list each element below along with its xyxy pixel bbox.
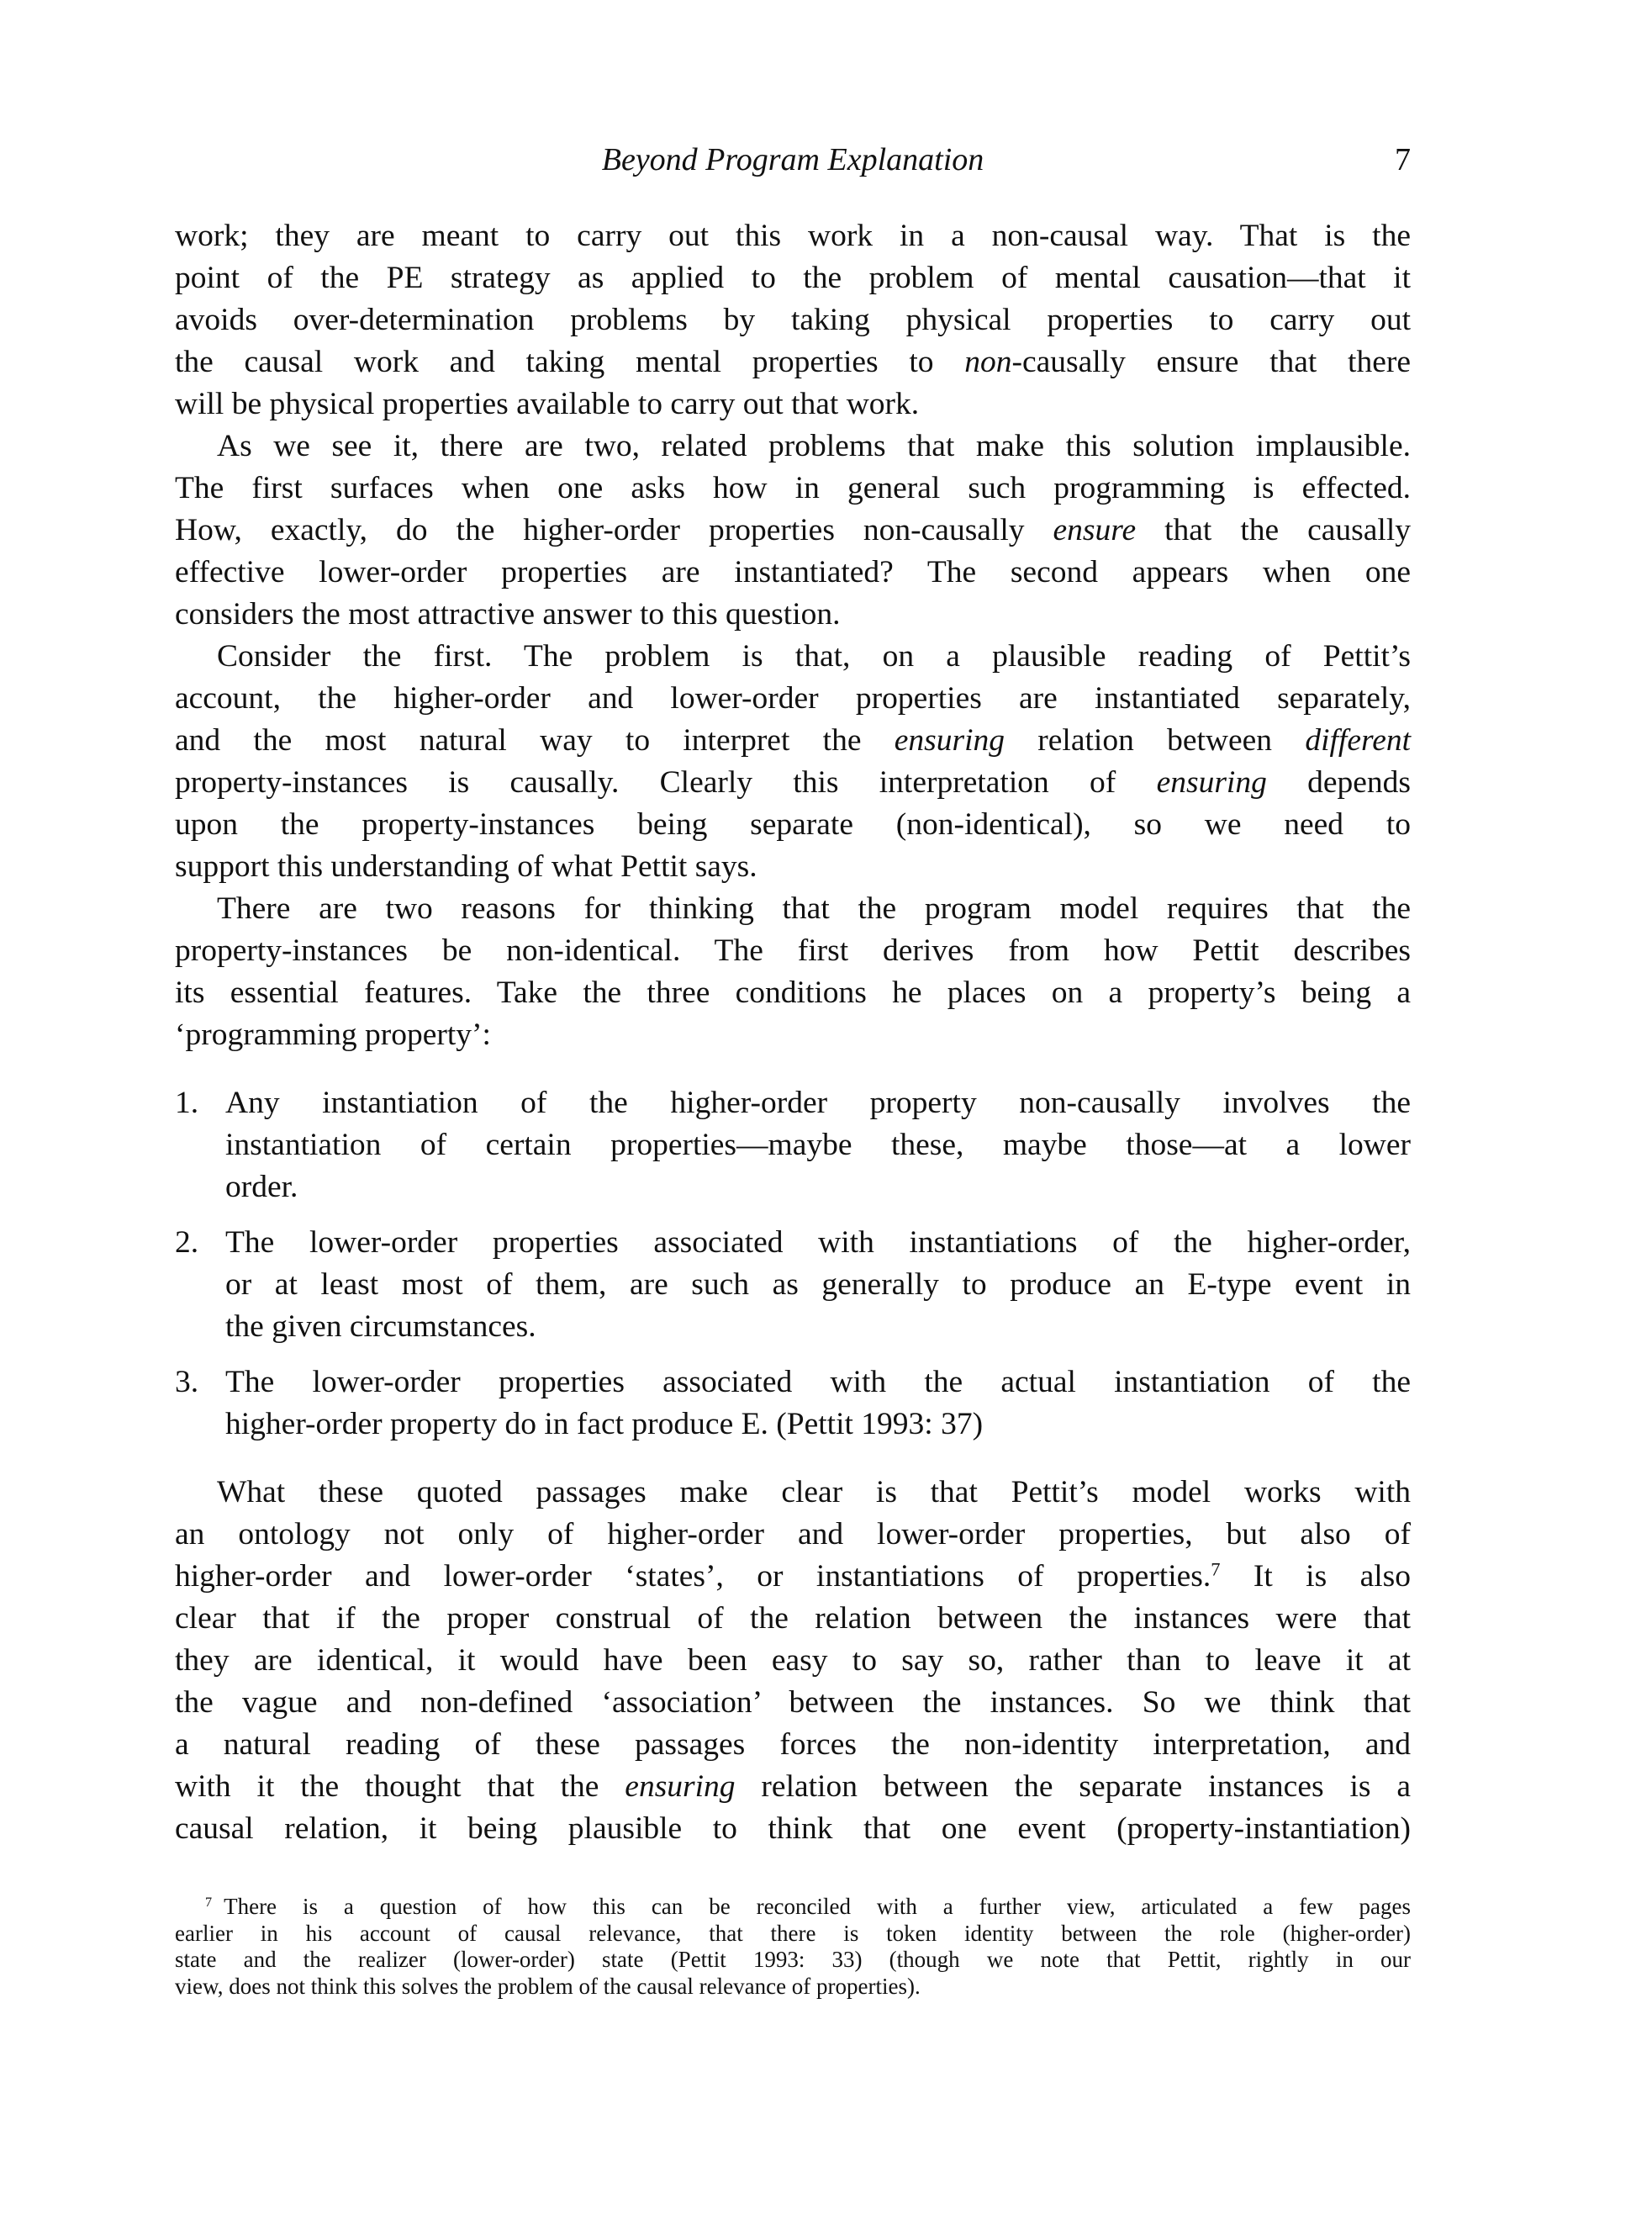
text-segment: The first surfaces when one asks how in general such programming is effected. <box>175 471 1411 505</box>
text-segment: causally ensure that there <box>1021 345 1411 379</box>
text-segment: an ontology not only of higher-order and lower-order properties, but also of <box>175 1517 1411 1552</box>
text-segment: account, the higher-order and lower-order properties are instantiated separately, <box>175 681 1411 716</box>
text-line <box>225 1264 1411 1306</box>
text-line <box>175 1974 1411 2001</box>
text-segment: or at least most of them, are such as generally to produce an E-type event in <box>225 1267 1411 1302</box>
list-item <box>175 1361 1411 1446</box>
text-segment: Any instantiation of the higher-order property non-causally involves the <box>225 1086 1411 1120</box>
text-segment: state and the realizer (lower-order) state (Pettit 1993: 33) (though we note that Pettit, rightly in our <box>175 1947 1411 1972</box>
text-segment: earlier in his account of causal relevance, that there is token identity between the role (higher-order) <box>175 1920 1411 1946</box>
list-item <box>175 1082 1411 1208</box>
text-line <box>225 1306 1411 1348</box>
list-number: 2. <box>175 1225 199 1260</box>
text-line <box>225 1222 1411 1264</box>
text-segment: causal relation, it being plausible to think that one event (property-instantiation) <box>175 1811 1411 1846</box>
text-segment: and the most natural way to interpret the <box>175 723 895 758</box>
italic-text: ensuring <box>625 1769 736 1804</box>
text-segment: ‘programming property’: <box>175 1018 491 1052</box>
text-segment: relation between <box>1005 723 1306 758</box>
text-line <box>175 762 1411 804</box>
text-segment: Consider the first. The problem is that, on a plausible reading of Pettit’s <box>217 639 1411 674</box>
running-header <box>175 141 1411 183</box>
text-line <box>175 888 1411 930</box>
text-line <box>175 1724 1411 1766</box>
text-line <box>225 1166 1411 1208</box>
list-number: 3. <box>175 1365 199 1399</box>
text-segment: property-instances is causally. Clearly this interpretation of <box>175 765 1157 800</box>
text-segment: higher-order and lower-order ‘states’, or instantiations of properties. <box>175 1559 1211 1594</box>
text-line <box>175 972 1411 1014</box>
text-segment: There is a question of how this can be reconciled with a further view, articulated a few pages <box>224 1894 1411 1919</box>
text-line <box>225 1361 1411 1404</box>
text-line <box>175 1514 1411 1556</box>
text-line <box>175 594 1411 636</box>
text-line <box>175 1947 1411 1974</box>
text-segment: property-instances be non-identical. The first derives from how Pettit describes <box>175 933 1411 968</box>
text-line <box>175 1682 1411 1724</box>
text-line <box>175 846 1411 888</box>
text-segment: How, exactly, do the higher-order properties non-causally <box>175 513 1053 547</box>
text-line <box>175 1808 1411 1850</box>
text-segment: relation between the separate instances is a <box>735 1769 1411 1804</box>
text-line <box>175 1766 1411 1808</box>
text-segment: the causal work and taking mental properties to <box>175 345 965 379</box>
text-segment: effective lower-order properties are instantiated? The second appears when one <box>175 555 1411 589</box>
text-segment: What these quoted passages make clear is that Pettit’s model works with <box>217 1475 1411 1509</box>
footnote-ref[interactable]: 7 <box>1211 1558 1221 1580</box>
italic-text: ensuring <box>894 723 1005 758</box>
italic-text: different <box>1305 723 1412 758</box>
paragraph <box>175 215 1411 426</box>
text-line <box>175 930 1411 972</box>
text-line <box>175 678 1411 720</box>
text-line <box>175 215 1411 257</box>
text-segment: view, does not think this solves the problem of the causal relevance of properties). <box>175 1973 921 1999</box>
text-segment: they are identical, it would have been easy to say so, rather than to leave it at <box>175 1643 1411 1678</box>
footnotes <box>175 1894 1411 2000</box>
text-line <box>175 636 1411 678</box>
text-segment: upon the property-instances being separate (non-identical), so we need to <box>175 807 1411 842</box>
text-line <box>175 1472 1411 1514</box>
text-segment: The lower-order properties associated with instantiations of the higher-order, <box>225 1225 1411 1260</box>
text-line <box>175 383 1411 426</box>
text-segment: avoids over-determination problems by taking physical properties to carry out <box>175 303 1411 337</box>
text-segment: point of the PE strategy as applied to the problem of mental causation—that it <box>175 261 1411 295</box>
text-segment: work; they are meant to carry out this work in a non-causal way. That is the <box>175 219 1411 253</box>
text-line <box>175 552 1411 594</box>
text-line <box>175 720 1411 762</box>
text-segment: instantiation of certain properties—maybe these, maybe those—at a lower <box>225 1128 1411 1162</box>
text-line <box>175 341 1411 383</box>
paragraph <box>175 426 1411 636</box>
text-line <box>225 1082 1411 1124</box>
main-text <box>175 215 1411 1850</box>
paragraph <box>175 636 1411 888</box>
text-line <box>175 1894 1411 1921</box>
italic-text: non- <box>964 345 1022 379</box>
text-segment: The lower-order properties associated with the actual instantiation of the <box>225 1365 1411 1399</box>
text-line <box>175 1556 1411 1598</box>
text-segment: It is also <box>1220 1559 1411 1594</box>
text-segment: the given circumstances. <box>225 1309 536 1344</box>
footnote-marker: 7 <box>205 1895 213 1911</box>
text-segment: with it the thought that the <box>175 1769 625 1804</box>
text-segment: There are two reasons for thinking that the program model requires that the <box>217 891 1411 926</box>
text-line <box>175 468 1411 510</box>
text-segment: the vague and non-defined ‘association’ between the instances. So we think that <box>175 1685 1411 1720</box>
italic-text: ensuring <box>1156 765 1267 800</box>
running-title: Beyond Program Explanation <box>601 142 984 177</box>
text-segment: As we see it, there are two, related problems that make this solution implausible. <box>217 429 1411 463</box>
text-segment: support this understanding of what Pettit says. <box>175 849 757 884</box>
text-line <box>175 257 1411 299</box>
text-line <box>175 1921 1411 1948</box>
paragraph <box>175 1472 1411 1850</box>
text-segment: higher-order property do in fact produce E. (Pettit 1993: 37) <box>225 1407 984 1441</box>
paragraph <box>175 888 1411 1056</box>
text-line <box>175 1640 1411 1682</box>
text-line <box>175 299 1411 341</box>
text-segment: a natural reading of these passages forces the non-identity interpretation, and <box>175 1727 1411 1762</box>
italic-text: ensure <box>1053 513 1137 547</box>
text-segment: order. <box>225 1170 298 1204</box>
text-segment: that the causally <box>1136 513 1411 547</box>
text-segment: considers the most attractive answer to this question. <box>175 597 841 632</box>
page-number: 7 <box>1395 142 1411 177</box>
text-line <box>225 1404 1411 1446</box>
text-segment: depends <box>1266 765 1411 800</box>
text-line <box>175 510 1411 552</box>
text-line <box>175 1014 1411 1056</box>
text-line <box>175 804 1411 846</box>
list-number: 1. <box>175 1086 199 1120</box>
text-line <box>175 426 1411 468</box>
text-segment: its essential features. Take the three conditions he places on a property’s being a <box>175 975 1411 1010</box>
list-item <box>175 1222 1411 1348</box>
text-segment: clear that if the proper construal of the relation between the instances were that <box>175 1601 1411 1636</box>
text-line <box>175 1598 1411 1640</box>
text-segment: will be physical properties available to carry out that work. <box>175 387 920 421</box>
text-line <box>225 1124 1411 1166</box>
